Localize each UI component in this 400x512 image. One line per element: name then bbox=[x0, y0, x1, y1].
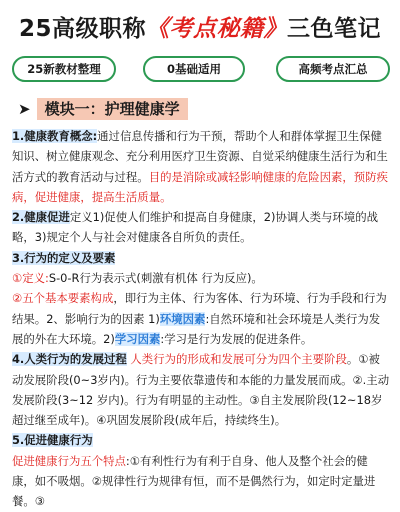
note-content bbox=[12, 126, 390, 512]
key-label: ②五个基本要素构成 bbox=[12, 291, 114, 306]
key-point-text: 人类行为的形成和发展可分为四个主要阶段 bbox=[130, 352, 347, 367]
section-behavior-development bbox=[12, 349, 390, 430]
key-label: 环境因素 bbox=[159, 311, 206, 326]
health-behavior-line bbox=[12, 451, 390, 512]
behavior-elements-line bbox=[12, 288, 390, 349]
tag-beginner: 0基础适用 bbox=[143, 56, 245, 82]
section-heading: 4.人类行为的发展过程 bbox=[12, 352, 127, 367]
section-text: 。①被动发展阶段(0~3岁内)。行为主要依靠遗传和本能的力量发展而成。②.主动发展阶段(3~12 岁内)。行为有明显的主动性。③自主发展阶段(12~18岁超过继至成年)。④巩固发展阶段(成年后，持续终生)。 bbox=[12, 352, 390, 428]
section-text: ，即行为主体、行为客体、行为环境、行为手段和行为结果。 bbox=[12, 291, 387, 326]
behavior-definition-line bbox=[12, 268, 390, 288]
key-point-text: 促进健康行为五个特点 bbox=[12, 453, 126, 468]
section-text: 通过信息传播和行为干预，帮助个人和群体掌握卫生保健知识、树立健康观念、充分利用医疗卫生资源、自觉采纳健康生活行为和生活方式的教育活动与过程。 bbox=[12, 129, 388, 184]
section-text: :①有利性行为有利于自身、他人及整个社会的健康，如不吸烟。②规律性行为规律有恒，而不是偶然行为，如定时定量进餐。③ bbox=[12, 453, 376, 509]
page-title bbox=[0, 10, 400, 43]
key-label: ①定义: bbox=[12, 271, 49, 286]
section-text: 2、影响行为的因素 1) bbox=[46, 311, 160, 326]
section-health-education bbox=[12, 126, 390, 207]
tag-row bbox=[0, 56, 400, 82]
section-heading: 1.健康教育概念: bbox=[12, 129, 98, 143]
key-point-text: 目的是消除或减轻影响健康的危险因素，预防疾病，促进健康，提高生活质量。 bbox=[12, 169, 388, 204]
section-text: S-0-R行为表示式(刺激有机体 行为反应)。 bbox=[48, 271, 263, 286]
section-health-behavior bbox=[12, 430, 390, 450]
title-highlight: 《考点秘籍》 bbox=[146, 16, 287, 42]
section-text: :自然环境和社会环境是人类行为发展的外在大环境。2) bbox=[12, 311, 381, 346]
module-title: 模块一：护理健康学 bbox=[37, 98, 188, 120]
section-text: 定义1)促使人们维护和提高自身健康，2)协调人类与环境的战略，3)规定个人与社会对健康各自所负的责任。 bbox=[12, 210, 378, 245]
title-prefix: 25高级职称 bbox=[18, 16, 146, 42]
tag-high-frequency: 高频考点汇总 bbox=[276, 56, 390, 82]
section-heading: 3.行为的定义及要素 bbox=[12, 250, 116, 265]
section-heading: 5.促进健康行为 bbox=[12, 433, 93, 448]
section-health-promotion bbox=[12, 207, 390, 248]
module-heading bbox=[18, 98, 188, 120]
section-heading: 2.健康促进 bbox=[12, 210, 70, 225]
section-text: :学习是行为发展的促进条件。 bbox=[160, 331, 313, 346]
title-suffix: 三色笔记 bbox=[287, 16, 381, 42]
key-label: 学习因素 bbox=[114, 331, 161, 346]
arrow-icon: ➤ bbox=[18, 100, 31, 118]
tag-new-material: 25新教材整理 bbox=[12, 56, 116, 82]
section-behavior-definition bbox=[12, 248, 390, 268]
